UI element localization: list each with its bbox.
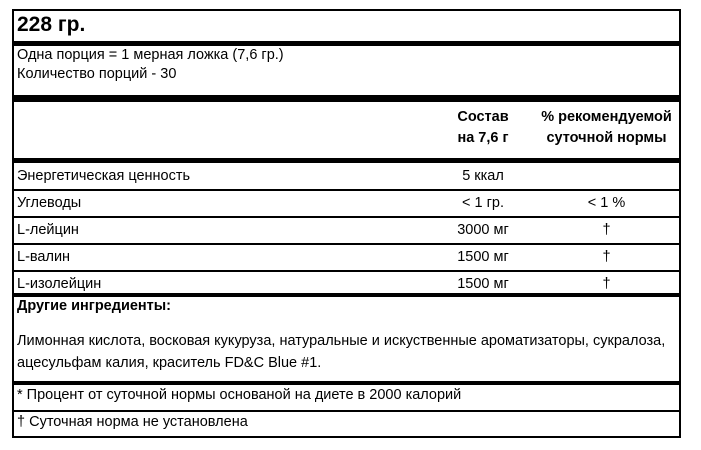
other-ingredients-text: Лимонная кислота, восковая кукуруза, натуральные и искуственные ароматизаторы, сукралоза, ацесульфам калия, краситель FD&C Blue #1. bbox=[17, 333, 666, 371]
amount-column-header: Состав на 7,6 г bbox=[457, 109, 509, 146]
serving-size: Одна порция = 1 мерная ложка (7,6 гр.) bbox=[17, 47, 284, 63]
divider-thick bbox=[14, 158, 679, 163]
footnote-daily-value: * Процент от суточной нормы основаной на диете в 2000 калорий bbox=[17, 387, 462, 403]
row-amount: 3000 мг bbox=[457, 222, 509, 238]
divider-thick bbox=[14, 381, 679, 385]
nutrition-label bbox=[12, 9, 681, 438]
footnote-divider bbox=[14, 410, 679, 412]
row-amount: 5 ккал bbox=[462, 168, 504, 184]
table-row bbox=[14, 218, 679, 243]
column-headers bbox=[14, 103, 679, 158]
table-row bbox=[14, 191, 679, 216]
row-daily-value: † bbox=[602, 222, 611, 238]
daily-value-column-header: % рекомендуемой суточной нормы bbox=[541, 109, 672, 146]
row-daily-value: † bbox=[602, 276, 611, 292]
other-ingredients-title: Другие ингредиенты: bbox=[17, 298, 171, 314]
row-name: Энергетическая ценность bbox=[17, 168, 191, 184]
row-name: L-лейцин bbox=[17, 222, 79, 238]
row-amount: 1500 мг bbox=[457, 249, 509, 265]
row-name: Углеводы bbox=[17, 195, 82, 211]
servings-count: Количество порций - 30 bbox=[17, 66, 177, 82]
package-weight: 228 гр. bbox=[17, 13, 86, 36]
row-daily-value: † bbox=[602, 249, 611, 265]
footnote-dagger: † Суточная норма не установлена bbox=[17, 414, 248, 430]
serving-info bbox=[14, 46, 679, 96]
row-daily-value: < 1 % bbox=[587, 195, 626, 211]
table-row bbox=[14, 245, 679, 270]
row-amount: 1500 мг bbox=[457, 276, 509, 292]
row-name: L-изолейцин bbox=[17, 276, 102, 292]
divider-thick bbox=[14, 95, 679, 102]
row-amount: < 1 гр. bbox=[462, 195, 504, 211]
row-name: L-валин bbox=[17, 249, 71, 265]
table-row bbox=[14, 164, 679, 189]
divider-thick bbox=[14, 293, 679, 297]
